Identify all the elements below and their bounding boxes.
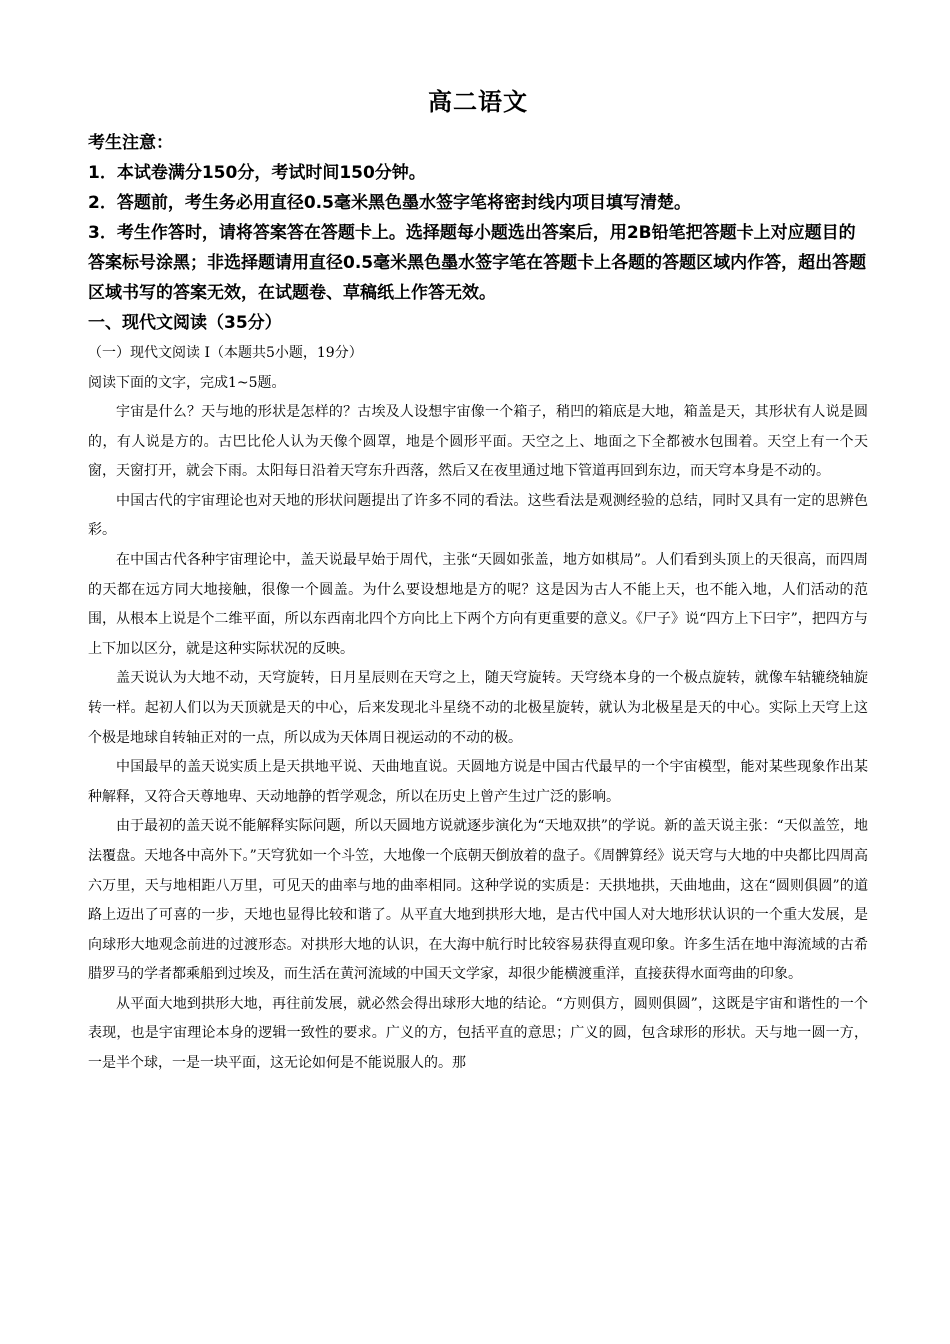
passage-paragraph: 从平面大地到拱形大地，再往前发展，就必然会得出球形大地的结论。“方则俱方，圆则俱圆”，这既是宇宙和谐性的一个表现，也是宇宙理论本身的逻辑一致性的要求。广义的方，包括平直的意思；广义的圆，包含球形的形状。天与地一圆一方，一是半个球，一是一块平面，这无论如何是不能说服人的。那 [88, 995, 868, 1072]
passage-paragraph: 中国古代的宇宙理论也对天地的形状问题提出了许多不同的看法。这些看法是观测经验的总结，同时又具有一定的思辨色彩。 [88, 492, 868, 539]
exam-notice [88, 128, 868, 308]
passage-paragraph: 在中国古代各种宇宙理论中，盖天说最早始于周代，主张“天圆如张盖，地方如棋局”。人们看到头顶上的天很高，而四周的天都在远方同大地接触，很像一个圆盖。为什么要设想地是方的呢？这是因为古人不能上天，也不能入地，人们活动的范围，从根本上说是个二维平面，所以东西南北四个方向比上下两个方向有更重要的意义。《尸子》说“四方上下曰宇”，把四方与上下加以区分，就是这种实际状况的反映。 [88, 551, 868, 657]
notice-item-2: 2．答题前，考生务必用直径0.5毫米黑色墨水签字笔将密封线内项目填写清楚。 [88, 193, 691, 213]
section-heading: 一、现代文阅读（35分） [88, 313, 282, 333]
passage-paragraph: 中国最早的盖天说实质上是天拱地平说、天曲地直说。天圆地方说是中国古代最早的一个宇宙模型，能对某些现象作出某种解释，又符合天尊地卑、天动地静的哲学观念，所以在历史上曾产生过广泛的影响。 [88, 759, 868, 805]
reading-instruction: 阅读下面的文字，完成1~5题。 [88, 375, 286, 391]
notice-heading: 考生注意： [88, 133, 173, 153]
notice-item-3: 3．考生作答时，请将答案答在答题卡上。选择题每小题选出答案后，用2B铅笔把答题卡上对应题目的答案标号涂黑；非选择题请用直径0.5毫米黑色墨水签字笔在答题卡上各题的答题区域内作答，超出答题区域书写的答案无效，在试题卷、草稿纸上作答无效。 [88, 223, 867, 303]
reading-passage [88, 398, 868, 1079]
passage-paragraph: 宇宙是什么？天与地的形状是怎样的？古埃及人设想宇宙像一个箱子，稍凹的箱底是大地，箱盖是天，其形状有人说是圆的，有人说是方的。古巴比伦人认为天像个圆罩，地是个圆形平面。天空之上、地面之下全都被水包围着。天空上有一个天窗，天窗打开，就会下雨。太阳每日沿着天穹东升西落，然后又在夜里通过地下管道再回到东边，而天穹本身是不动的。 [88, 404, 868, 480]
passage-paragraph: 由于最初的盖天说不能解释实际问题，所以天圆地方说就逐步演化为“天地双拱”的学说。新的盖天说主张：“天似盖笠，地法覆盘。天地各中高外下。”天穹犹如一个斗笠，大地像一个底朝天倒放着的盘子。《周髀算经》说天穹与大地的中央都比四周高六万里，天与地相距八万里，可见天的曲率与地的曲率相同。这种学说的实质是：天拱地拱，天曲地曲，这在“圆则俱圆”的道路上迈出了可喜的一步，天地也显得比较和谐了。从平直大地到拱形大地，是古代中国人对大地形状认识的一个重大发展，是向球形大地观念前进的过渡形态。对拱形大地的认识，在大海中航行时比较容易获得直观印象。许多生活在地中海流域的古希腊罗马的学者都乘船到过埃及，而生活在黄河流域的中国天文学家，却很少能横渡重洋，直接获得水面弯曲的印象。 [88, 818, 868, 983]
exam-page [88, 80, 868, 1079]
section-subheading: （一）现代文阅读 I（本题共5小题，19分） [88, 345, 363, 361]
page-title: 高二语文 [428, 87, 528, 116]
passage-paragraph: 盖天说认为大地不动，天穹旋转，日月星辰则在天穹之上，随天穹旋转。天穹绕本身的一个极点旋转，就像车轱辘绕轴旋转一样。起初人们以为天顶就是天的中心，后来发现北斗星绕不动的北极星旋转，就认为北极星是天的中心。实际上天穹上这个极是地球自转轴正对的一点，所以成为天体周日视运动的不动的极。 [88, 670, 868, 746]
notice-item-1: 1．本试卷满分150分，考试时间150分钟。 [88, 163, 426, 183]
